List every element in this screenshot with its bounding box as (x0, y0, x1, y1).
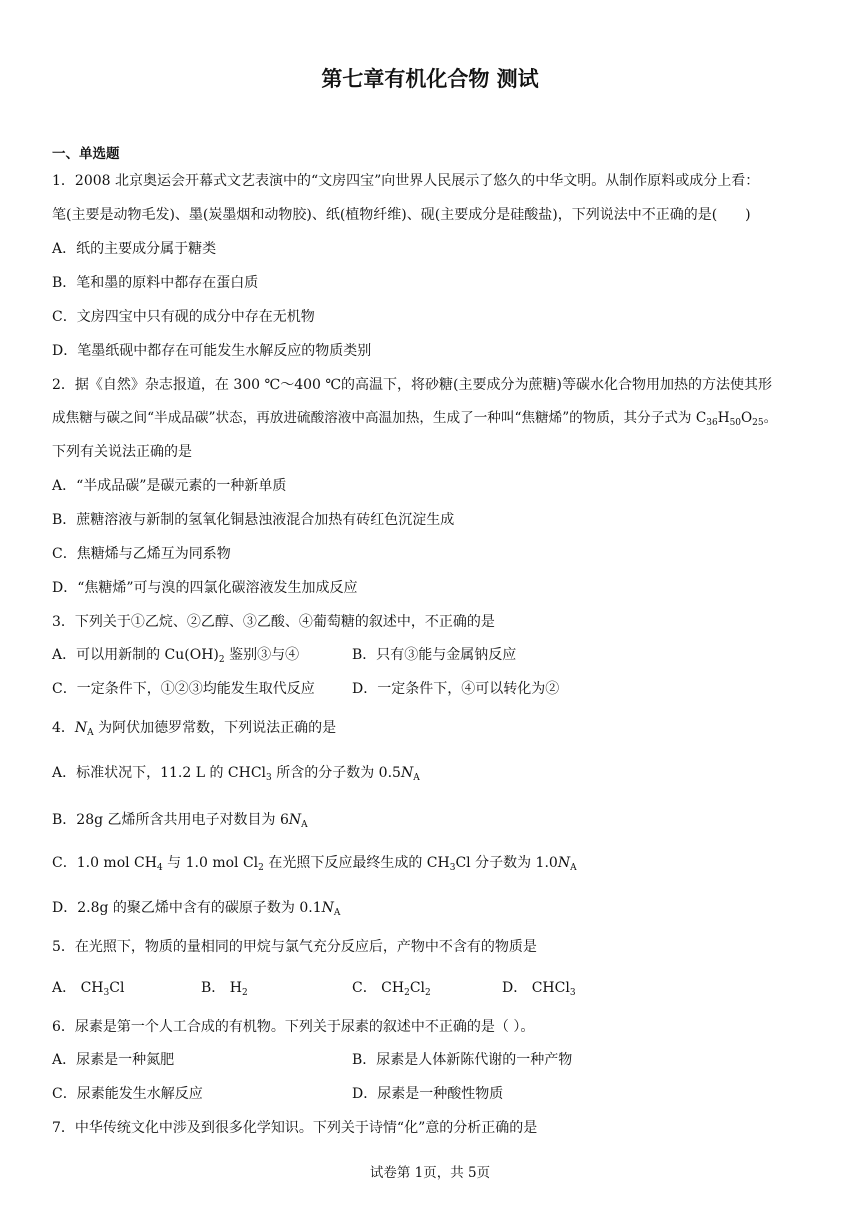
q1-option-c: C．文房四宝中只有砚的成分中存在无机物 (52, 309, 315, 325)
q4-option-b: B．28g 乙烯所含共用电子对数目为 $6N_A$ (52, 812, 308, 830)
q1-option-d: D．笔墨纸砚中都存在可能发生水解反应的物质类别 (52, 343, 372, 359)
page-title: 第七章有机化合物 测试 (321, 67, 539, 91)
q2-option-d: D．“焦糖烯”可与溴的四氯化碳溶液发生加成反应 (52, 580, 358, 596)
q4-option-a: A．标准状况下，11.2 L 的 CHCl$_3$ 所含的分子数为 $0.5N_A$ (52, 765, 420, 783)
q3-option-a: A．可以用新制的 $Cu(OH)_2$ 鉴别③与④ (52, 647, 300, 665)
q6-option-b: B．尿素是人体新陈代谢的一种产物 (352, 1052, 573, 1068)
q6-stem: 6．尿素是第一个人工合成的有机物。下列关于尿素的叙述中不正确的是（ ）。 (52, 1019, 535, 1035)
q2-stem-line3: 下列有关说法正确的是 (52, 444, 192, 460)
q3-option-d: D．一定条件下，④可以转化为② (352, 681, 560, 697)
q4-stem: 4．$N_A$ 为阿伏加德罗常数，下列说法正确的是 (52, 720, 337, 738)
q2-option-c: C．焦糖烯与乙烯互为同系物 (52, 546, 231, 562)
q5-option-d: D． CHCl$_3$ (502, 980, 576, 998)
q3-option-b: B．只有③能与金属钠反应 (352, 647, 517, 663)
q2-stem-line2: 成焦糖与碳之间“半成品碳”状态，再放进硫酸溶液中高温加热，生成了一种叫“焦糖烯”的物质，其分子式为 $C_{36}H_{50}O_{25}$。 (52, 410, 778, 428)
q1-stem-line1: 1．2008 北京奥运会开幕式文艺表演中的“文房四宝”向世界人民展示了悠久的中华文明。从制作原料或成分上看： (52, 173, 760, 189)
q5-option-c: C． $CH_2Cl_2$ (352, 980, 431, 998)
q3-option-c: C．一定条件下，①②③均能发生取代反应 (52, 681, 315, 697)
q2-stem-line1: 2．据《自然》杂志报道，在 300 ℃～400 ℃的高温下，将砂糖(主要成分为蔗糖)等碳水化合物用加热的方法使其形 (52, 377, 772, 393)
section-heading: 一、单选题 (52, 146, 120, 162)
q4-option-c: C．1.0 mol $CH_4$ 与 1.0 mol $Cl_2$ 在光照下反应最终生成的 $CH_3Cl$ 分子数为 $1.0N_A$ (52, 855, 577, 873)
q6-option-d: D．尿素是一种酸性物质 (352, 1086, 504, 1102)
q5-option-a: A． $CH_3Cl$ (52, 980, 125, 998)
q6-option-a: A．尿素是一种氮肥 (52, 1052, 175, 1068)
q2-option-a: A．“半成品碳”是碳元素的一种新单质 (52, 478, 287, 494)
q7-stem: 7．中华传统文化中涉及到很多化学知识。下列关于诗情“化”意的分析正确的是 (52, 1120, 538, 1136)
q1-option-b: B．笔和墨的原料中都存在蛋白质 (52, 275, 259, 291)
q2-option-b: B．蔗糖溶液与新制的氢氧化铜悬浊液混合加热有砖红色沉淀生成 (52, 512, 455, 528)
q3-stem: 3．下列关于①乙烷、②乙醇、③乙酸、④葡萄糖的叙述中，不正确的是 (52, 614, 495, 630)
page-footer: 试卷第 1页，共 5页 (369, 1165, 491, 1181)
q1-stem-line2: 笔(主要是动物毛发)、墨(炭墨烟和动物胶)、纸(植物纤维)、砚(主要成分是硅酸盐)，下列说法中不正确的是( ) (52, 207, 751, 223)
q1-option-a: A．纸的主要成分属于糖类 (52, 241, 217, 257)
q5-stem: 5．在光照下，物质的量相同的甲烷与氯气充分反应后，产物中不含有的物质是 (52, 939, 537, 955)
q4-option-d: D．2.8g 的聚乙烯中含有的碳原子数为 $0.1N_A$ (52, 900, 341, 918)
q5-option-b: B． $H_2$ (201, 980, 248, 998)
q6-option-c: C．尿素能发生水解反应 (52, 1086, 203, 1102)
